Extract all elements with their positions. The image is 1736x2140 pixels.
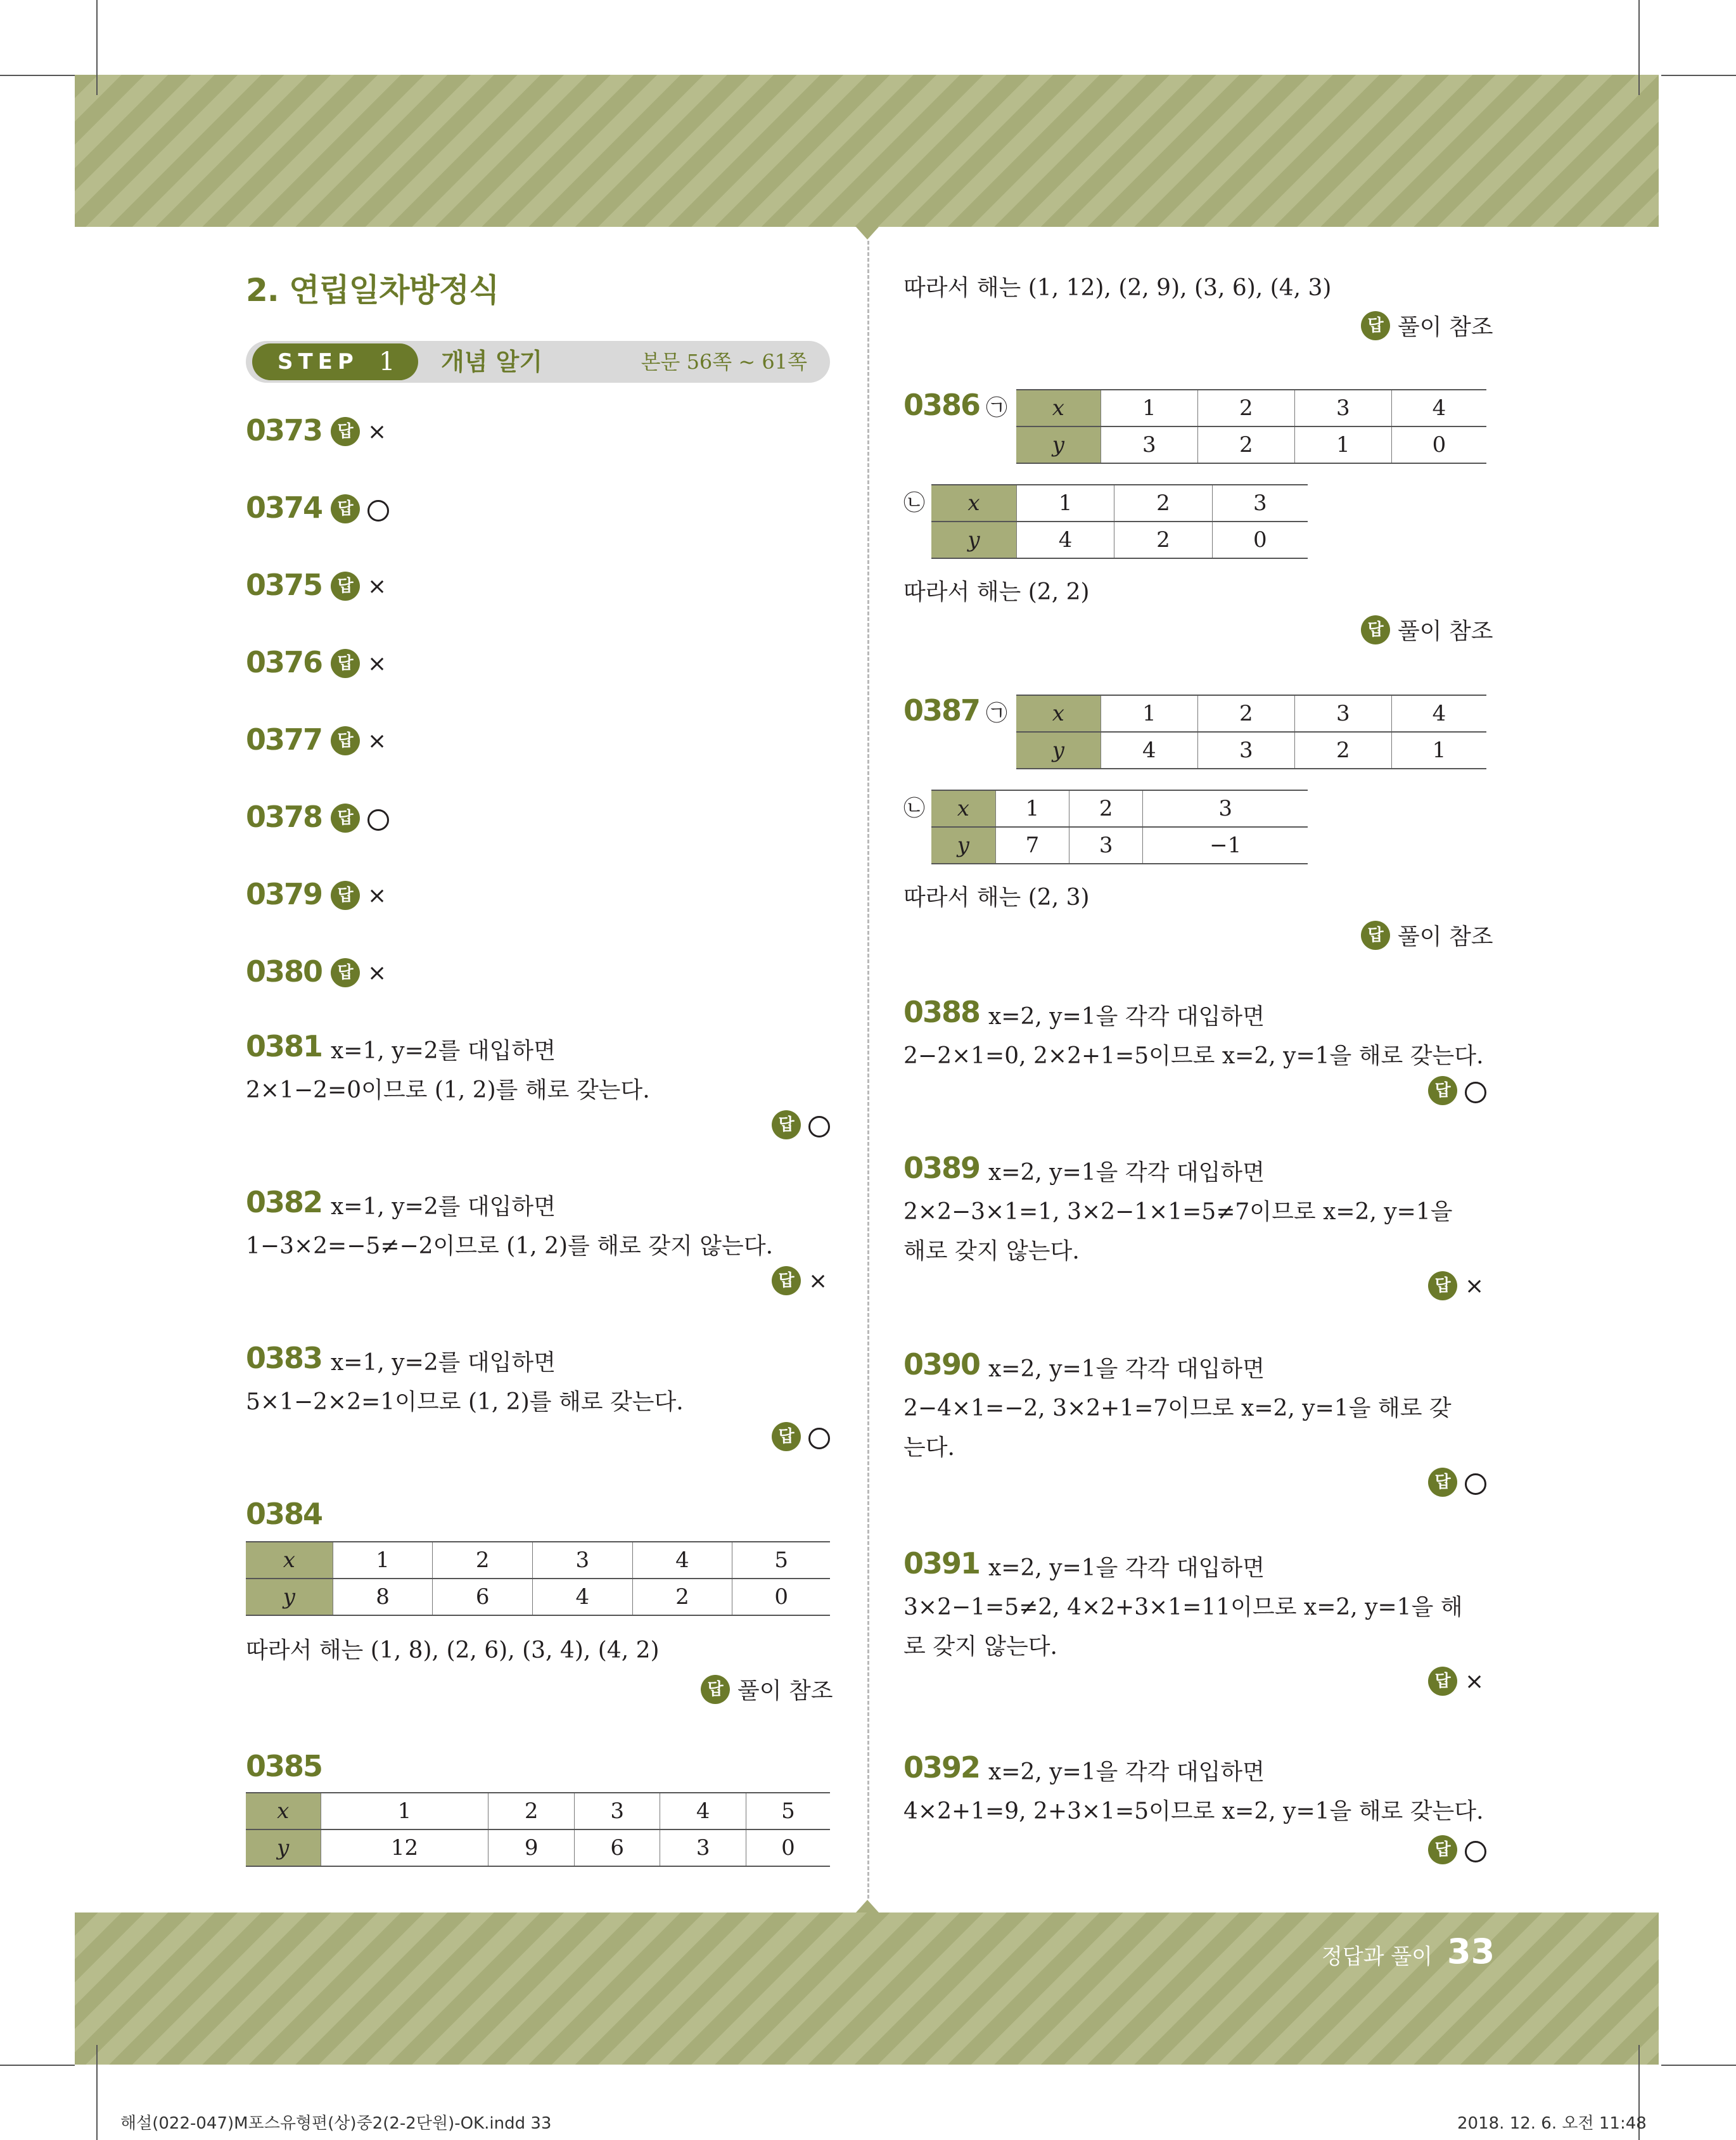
table-row — [1016, 695, 1486, 732]
answer-mark — [367, 496, 389, 522]
circle-mark-icon — [1465, 1473, 1486, 1495]
answer-badge: 답 — [1361, 921, 1390, 950]
table-cell: 4 — [1016, 522, 1114, 558]
crop-mark — [1661, 2065, 1736, 2066]
answer — [331, 958, 386, 987]
answer-mark: × — [367, 650, 387, 677]
problem-text: x=2, y=1을 각각 대입하면 — [988, 1004, 1265, 1030]
answer-mark: × — [367, 418, 387, 445]
answer — [772, 1110, 830, 1139]
answer-badge: 답 — [331, 958, 360, 987]
table-cell: 5 — [732, 1542, 830, 1579]
table-cell: 4 — [1101, 732, 1197, 769]
answer-badge: 답 — [1361, 311, 1390, 340]
table-row — [931, 827, 1308, 864]
table-cell: 3 — [1294, 390, 1391, 426]
step-page-reference: 본문 56쪽 ~ 61쪽 — [641, 350, 807, 374]
table-header-cell: x — [246, 1793, 321, 1829]
problem-number: 0383 — [246, 1341, 322, 1375]
answer-mark: × — [367, 882, 387, 909]
table-cell: 0 — [1391, 426, 1486, 463]
table-cell: 5 — [746, 1793, 830, 1829]
table-cell: 2 — [1197, 426, 1294, 463]
problem-text: 2−2×1=0, 2×2+1=5이므로 x=2, y=1을 해로 갖는다. — [903, 1043, 1484, 1069]
answer-text: 풀이 참조 — [1398, 924, 1493, 950]
value-table — [1016, 695, 1486, 769]
answer-mark — [367, 805, 389, 831]
answer — [1361, 309, 1493, 342]
step-title: 개념 알기 — [441, 348, 543, 376]
crop-mark — [0, 75, 75, 76]
problem-number: 0389 — [903, 1151, 980, 1185]
step-bar — [246, 341, 830, 383]
answer — [1361, 613, 1493, 646]
table-cell: 12 — [321, 1829, 488, 1866]
answer — [1428, 1076, 1486, 1105]
table-cell: 2 — [1114, 485, 1212, 522]
table-row — [1016, 732, 1486, 769]
answer — [701, 1673, 833, 1705]
step-number: 1 — [379, 347, 395, 376]
problem-number: 0384 — [246, 1497, 322, 1531]
answer-badge: 답 — [772, 1266, 801, 1295]
problem-number: 0386 — [903, 388, 980, 422]
problem-number: 0381 — [246, 1029, 322, 1063]
table-header-cell: x — [931, 485, 1016, 522]
table-cell: 3 — [574, 1793, 660, 1829]
page-label: 정답과 풀이 — [1322, 1944, 1433, 1970]
answer-mark: × — [367, 573, 387, 599]
answer-badge: 답 — [1428, 1271, 1457, 1300]
table-cell: 1 — [321, 1793, 488, 1829]
value-table — [1016, 389, 1486, 464]
table-row — [931, 522, 1308, 558]
problem-text: 3×2−1=5≠2, 4×2+3×1=11이므로 x=2, y=1을 해 — [903, 1594, 1463, 1620]
table-cell: 2 — [1069, 790, 1143, 827]
table-cell: 4 — [1391, 695, 1486, 732]
value-table — [931, 790, 1308, 864]
value-table — [246, 1792, 830, 1867]
table-header-cell: y — [246, 1829, 321, 1866]
answer-mark: × — [367, 959, 387, 986]
table-header-cell: x — [1016, 695, 1101, 732]
value-table — [931, 484, 1308, 559]
table-cell: 3 — [1294, 695, 1391, 732]
answer — [331, 726, 386, 755]
table-cell: 4 — [533, 1579, 633, 1615]
circle-mark-icon — [367, 809, 389, 831]
answer-badge: 답 — [1428, 1076, 1457, 1105]
answer — [331, 804, 389, 833]
table-row — [931, 485, 1308, 522]
table-cell: 4 — [1391, 390, 1486, 426]
step-pill — [252, 343, 418, 380]
answer-mark — [1465, 1078, 1486, 1104]
problem-number: 0378 — [246, 800, 322, 834]
problem-text: x=1, y=2를 대입하면 — [331, 1350, 556, 1376]
problem-number: 0390 — [903, 1347, 980, 1381]
bottom-decorative-band — [75, 1913, 1659, 2065]
table-cell: 1 — [1391, 732, 1486, 769]
answer-text: 풀이 참조 — [1398, 314, 1493, 340]
answer-badge: 답 — [331, 494, 360, 523]
top-decorative-band — [75, 75, 1659, 227]
answer-badge: 답 — [331, 804, 360, 833]
circle-mark-icon — [808, 1116, 830, 1137]
problem-text: 5×1−2×2=1이므로 (1, 2)를 해로 갖는다. — [246, 1389, 684, 1415]
table-header-cell: y — [1016, 426, 1101, 463]
table-row — [1016, 390, 1486, 426]
circle-mark-icon — [367, 500, 389, 522]
answer-mark: × — [1465, 1272, 1484, 1299]
problem-number: 0392 — [903, 1750, 980, 1784]
table-cell: 2 — [632, 1579, 732, 1615]
table-cell: 6 — [574, 1829, 660, 1866]
section-title: 2. 연립일차방정식 — [246, 272, 499, 309]
crop-mark — [96, 0, 98, 95]
table-cell: 3 — [533, 1542, 633, 1579]
problem-number: 0379 — [246, 877, 322, 911]
answer-badge: 답 — [701, 1675, 730, 1704]
problem-number: 0391 — [903, 1546, 980, 1580]
table-cell: 8 — [333, 1579, 433, 1615]
table-cell: 1 — [1294, 426, 1391, 463]
answer-badge: 답 — [331, 726, 360, 755]
answer-badge: 답 — [1361, 615, 1390, 644]
problem-text: 로 갖지 않는다. — [903, 1634, 1057, 1660]
problem-text: 4×2+1=9, 2+3×1=5이므로 x=2, y=1을 해로 갖는다. — [903, 1798, 1484, 1824]
solution-text: 따라서 해는 (1, 8), (2, 6), (3, 4), (4, 2) — [246, 1637, 660, 1663]
table-cell: 3 — [1212, 485, 1308, 522]
table-cell: 3 — [1143, 790, 1308, 827]
problem-number: 0374 — [246, 490, 322, 525]
answer — [1428, 1835, 1486, 1864]
problem-number: 0388 — [903, 995, 980, 1029]
problem-number: 0385 — [246, 1749, 322, 1783]
crop-mark — [96, 2045, 98, 2140]
problem-number: 0377 — [246, 722, 322, 757]
table-header-cell: x — [931, 790, 995, 827]
answer — [331, 572, 386, 601]
answer-mark — [808, 1112, 830, 1138]
table-cell: 7 — [995, 827, 1069, 864]
circle-mark-icon — [808, 1428, 830, 1449]
answer — [1428, 1667, 1484, 1696]
table-cell: 4 — [632, 1542, 732, 1579]
answer — [772, 1422, 830, 1451]
problem-number: 0373 — [246, 413, 322, 447]
value-table — [246, 1541, 830, 1616]
answer-mark: × — [367, 727, 387, 754]
answer-text: 풀이 참조 — [1398, 618, 1493, 644]
table-cell: 3 — [1101, 426, 1197, 463]
table-cell: 1 — [333, 1542, 433, 1579]
answer-mark: × — [808, 1267, 828, 1294]
table-cell: 3 — [660, 1829, 746, 1866]
answer-badge: 답 — [331, 649, 360, 678]
answer — [331, 417, 386, 446]
table-header-cell: x — [1016, 390, 1101, 426]
table-cell: 1 — [995, 790, 1069, 827]
problem-text: x=2, y=1을 각각 대입하면 — [988, 1555, 1265, 1581]
problem-number: 0376 — [246, 645, 322, 679]
table-cell: 1 — [1101, 390, 1197, 426]
table-row — [931, 790, 1308, 827]
circled-label: ㉠ — [986, 395, 1007, 421]
table-cell: 0 — [1212, 522, 1308, 558]
answer — [1428, 1468, 1486, 1497]
answer — [331, 881, 386, 910]
answer-badge: 답 — [772, 1422, 801, 1451]
table-header-cell: y — [1016, 732, 1101, 769]
table-header-cell: y — [931, 827, 995, 864]
solution-text: 따라서 해는 (2, 3) — [903, 885, 1090, 911]
table-header-cell: y — [931, 522, 1016, 558]
circled-label: ㉡ — [903, 796, 925, 821]
column-divider — [867, 241, 869, 1899]
table-cell: 1 — [1101, 695, 1197, 732]
table-row — [246, 1793, 830, 1829]
answer-mark — [1465, 1470, 1486, 1496]
problem-number: 0375 — [246, 568, 322, 602]
table-cell: 3 — [1197, 732, 1294, 769]
answer — [1428, 1271, 1484, 1300]
problem-number: 0387 — [903, 693, 980, 727]
problem-text: x=1, y=2를 대입하면 — [331, 1038, 556, 1064]
table-row — [246, 1579, 830, 1615]
problem-text: 는다. — [903, 1435, 955, 1461]
table-row — [246, 1829, 830, 1866]
page-number: 33 — [1447, 1932, 1495, 1971]
table-cell: 4 — [660, 1793, 746, 1829]
answer — [772, 1266, 827, 1295]
answer-badge: 답 — [331, 881, 360, 910]
top-band-notch — [856, 227, 879, 240]
circle-mark-icon — [1465, 1841, 1486, 1862]
problem-text: x=2, y=1을 각각 대입하면 — [988, 1759, 1265, 1785]
solution-text: 따라서 해는 (1, 12), (2, 9), (3, 6), (4, 3) — [903, 275, 1332, 301]
table-header-cell: x — [246, 1542, 333, 1579]
answer-badge: 답 — [1428, 1468, 1457, 1497]
answer — [1361, 919, 1493, 951]
answer — [331, 494, 389, 523]
table-row — [1016, 426, 1486, 463]
answer-mark — [1465, 1837, 1486, 1863]
table-cell: 2 — [1197, 695, 1294, 732]
table-cell: 2 — [433, 1542, 533, 1579]
problem-text: x=2, y=1을 각각 대입하면 — [988, 1160, 1265, 1186]
problem-number: 0382 — [246, 1185, 322, 1219]
circle-mark-icon — [1465, 1082, 1486, 1103]
answer-mark: × — [1465, 1668, 1484, 1695]
table-cell: 1 — [1016, 485, 1114, 522]
problem-text: 2×1−2=0이므로 (1, 2)를 해로 갖는다. — [246, 1077, 650, 1103]
problem-text: 1−3×2=−5≠−2이므로 (1, 2)를 해로 갖지 않는다. — [246, 1233, 774, 1259]
table-cell: 9 — [488, 1829, 575, 1866]
problem-number: 0380 — [246, 954, 322, 989]
table-cell: 2 — [1114, 522, 1212, 558]
answer-mark — [808, 1424, 830, 1450]
file-info: 해설(022-047)M포스유형편(상)중2(2-2단원)-OK.indd 33 — [120, 2114, 552, 2133]
solution-text: 따라서 해는 (2, 2) — [903, 579, 1090, 605]
problem-text: 2−4×1=−2, 3×2+1=7이므로 x=2, y=1을 해로 갖 — [903, 1395, 1452, 1421]
answer-badge: 답 — [331, 417, 360, 446]
problem-text: x=2, y=1을 각각 대입하면 — [988, 1356, 1265, 1382]
problem-text: 2×2−3×1=1, 3×2−1×1=5≠7이므로 x=2, y=1을 — [903, 1199, 1453, 1225]
answer-badge: 답 — [331, 572, 360, 601]
table-cell: 2 — [1294, 732, 1391, 769]
circled-label: ㉠ — [986, 701, 1007, 726]
table-cell: −1 — [1143, 827, 1308, 864]
answer-badge: 답 — [772, 1110, 801, 1139]
answer — [331, 649, 386, 678]
table-cell: 0 — [746, 1829, 830, 1866]
print-date: 2018. 12. 6. 오전 11:48 — [1457, 2114, 1647, 2133]
crop-mark — [1638, 0, 1640, 95]
table-cell: 2 — [488, 1793, 575, 1829]
bottom-band-notch — [856, 1900, 879, 1913]
table-header-cell: y — [246, 1579, 333, 1615]
table-cell: 3 — [1069, 827, 1143, 864]
circled-label: ㉡ — [903, 490, 925, 516]
table-row — [246, 1542, 830, 1579]
problem-text: x=1, y=2를 대입하면 — [331, 1194, 556, 1220]
answer-badge: 답 — [1428, 1667, 1457, 1696]
answer-badge: 답 — [1428, 1835, 1457, 1864]
crop-mark — [0, 2065, 75, 2066]
problem-text: 해로 갖지 않는다. — [903, 1238, 1080, 1264]
crop-mark — [1661, 75, 1736, 76]
step-label: STEP — [278, 349, 359, 375]
table-cell: 2 — [1197, 390, 1294, 426]
answer-text: 풀이 참조 — [737, 1678, 833, 1704]
table-cell: 0 — [732, 1579, 830, 1615]
table-cell: 6 — [433, 1579, 533, 1615]
